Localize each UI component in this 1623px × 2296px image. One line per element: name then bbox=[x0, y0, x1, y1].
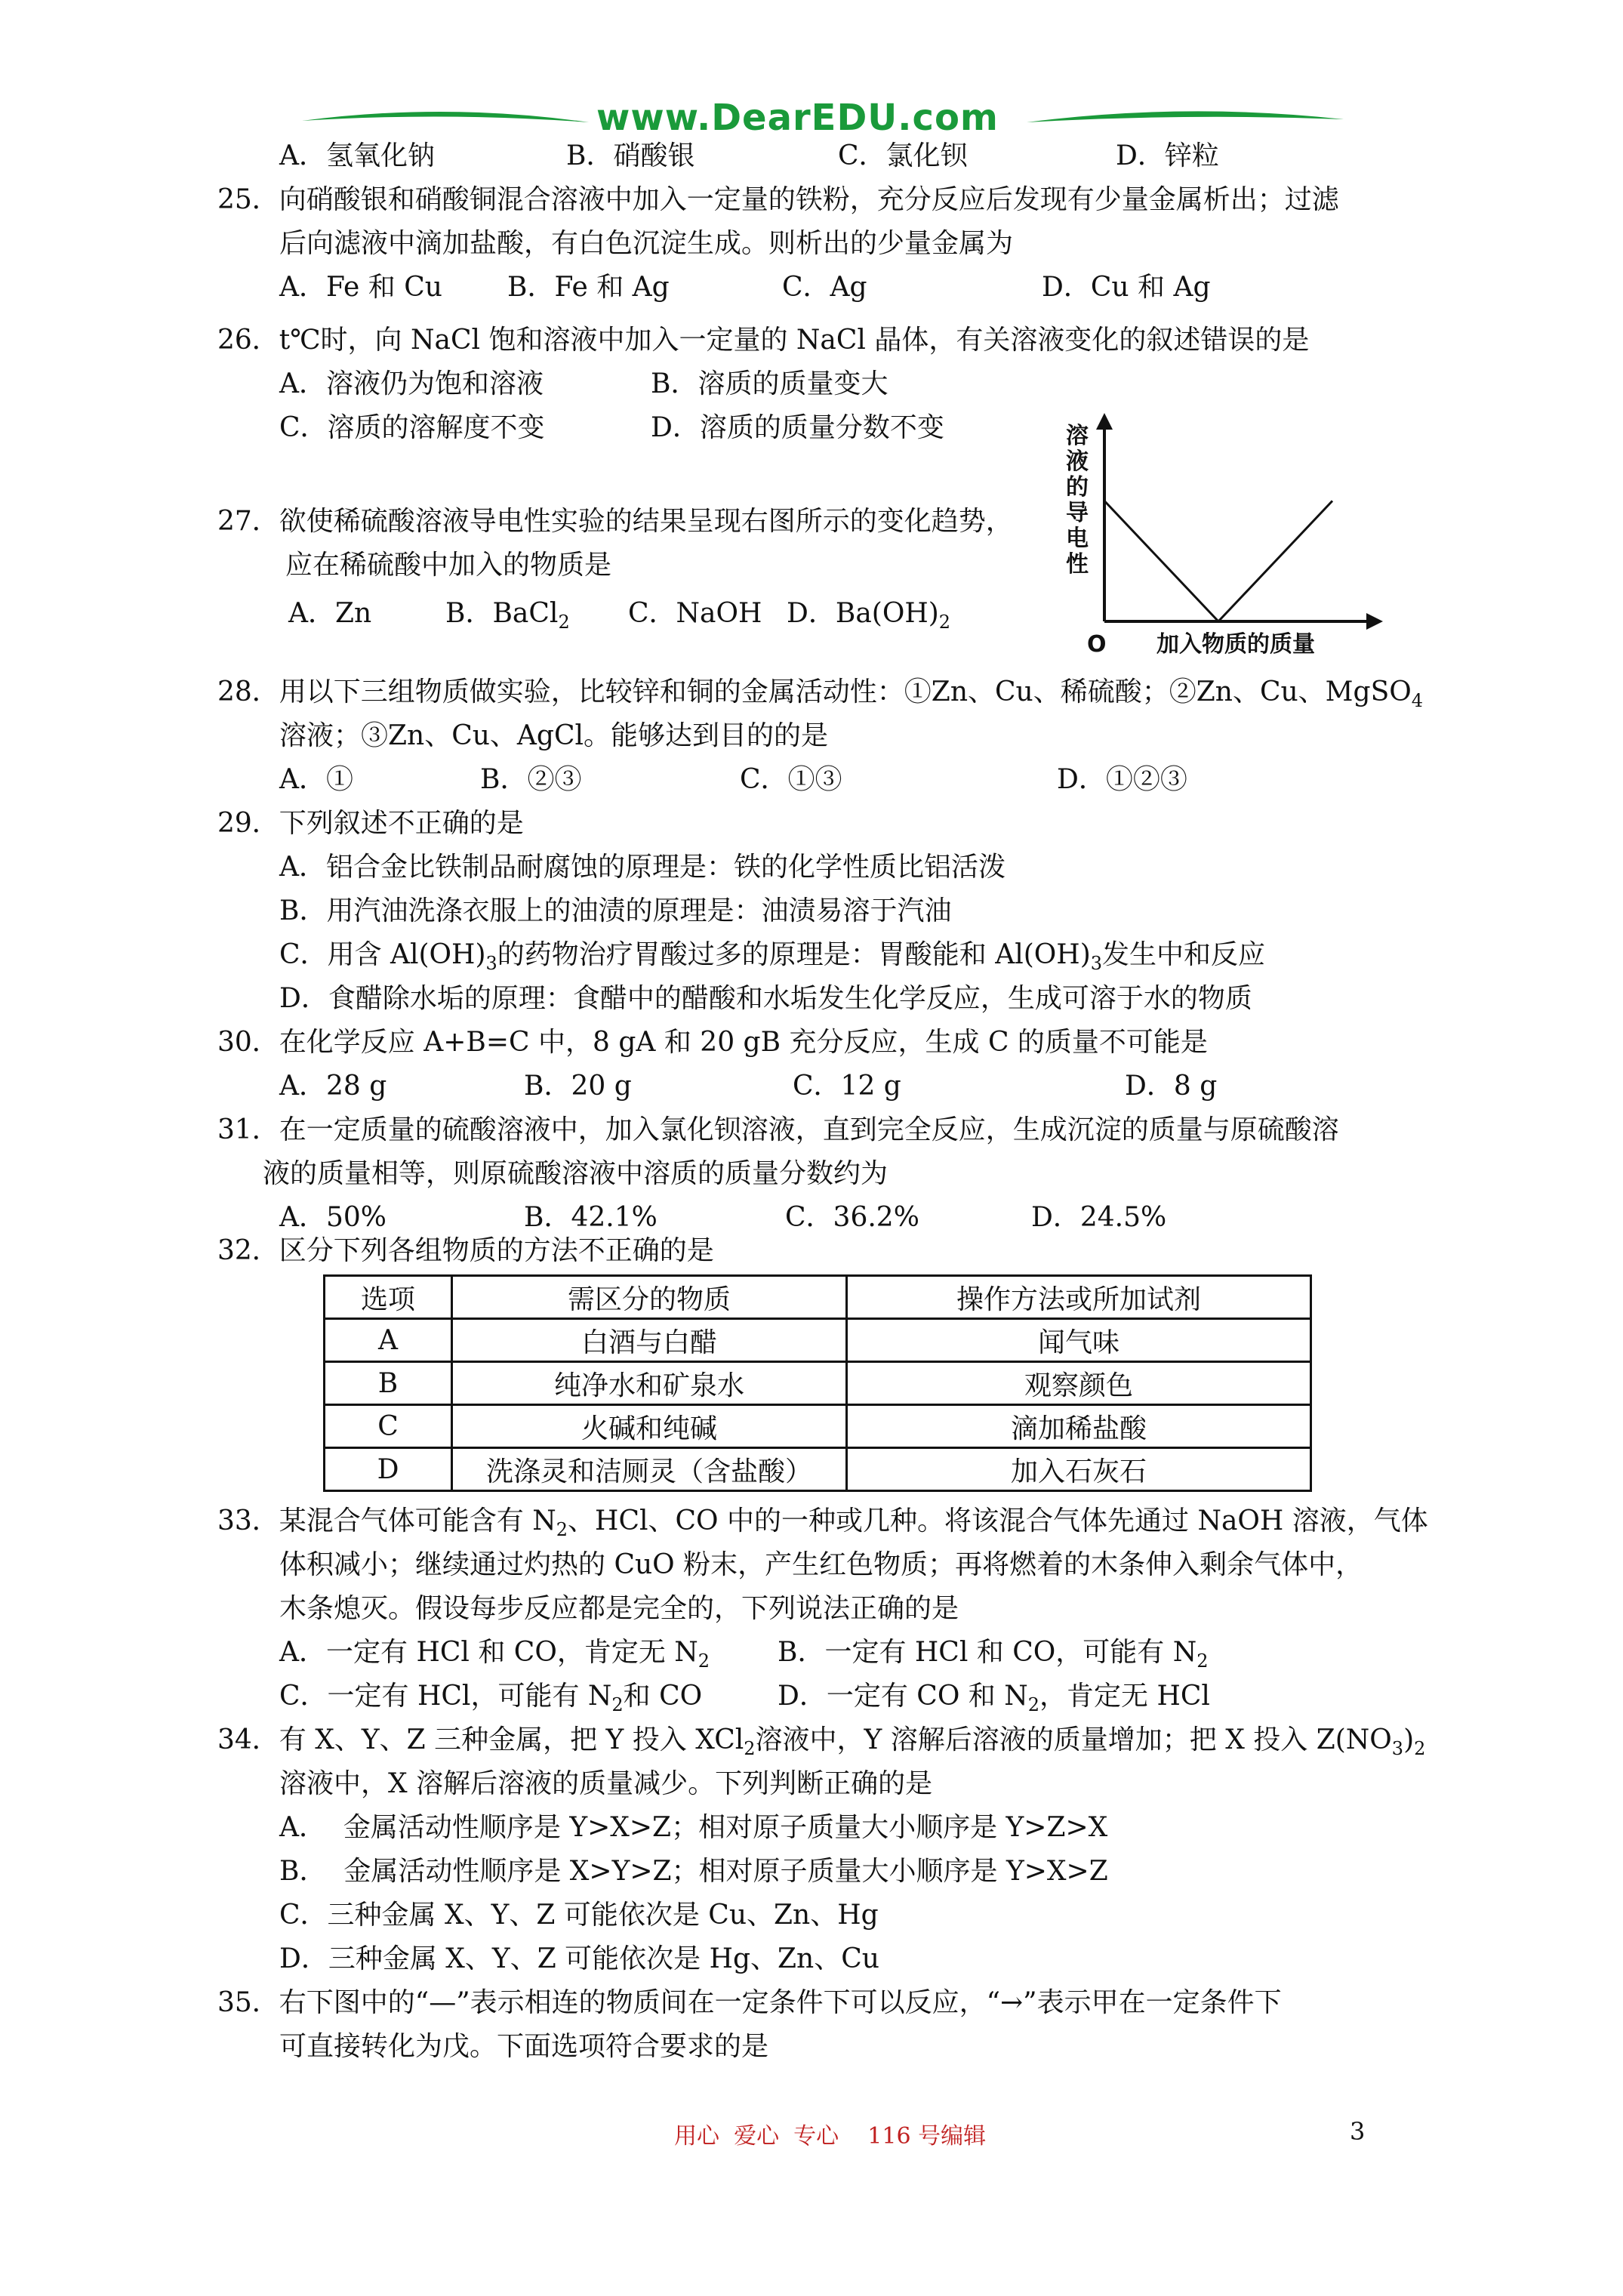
q28-option-b: B．②③ bbox=[480, 764, 582, 795]
q35-stem-line2: 可直接转化为戊。下面选项符合要求的是 bbox=[279, 2031, 769, 2062]
q24-option-b: B．硝酸银 bbox=[566, 140, 695, 171]
q32-stem: 32．区分下列各组物质的方法不正确的是 bbox=[217, 1235, 714, 1266]
q31-stem-line1: 31．在一定质量的硫酸溶液中，加入氯化钡溶液，直到完全反应，生成沉淀的质量与原硫酸溶 bbox=[217, 1114, 1339, 1145]
q26-option-a: A．溶液仍为饱和溶液 bbox=[279, 368, 544, 399]
table-cell: 白酒与白醋 bbox=[452, 1319, 847, 1362]
table-cell: 纯净水和矿泉水 bbox=[452, 1362, 847, 1405]
q33-option-d: D．一定有 CO 和 $N_2$，肯定无 HCl bbox=[778, 1681, 1210, 1715]
q33-stem-line2: 体积减小；继续通过灼热的 CuO 粉末，产生红色物质；再将燃着的木条伸入剩余气体中， bbox=[279, 1549, 1363, 1580]
graph-xlabel: 加入物质的质量 bbox=[1156, 631, 1315, 658]
table-row bbox=[325, 1405, 1311, 1448]
q30-option-d: D．8 g bbox=[1125, 1071, 1218, 1102]
graph-origin: O bbox=[1087, 631, 1107, 658]
table-cell: D bbox=[325, 1448, 452, 1491]
table-cell: A bbox=[325, 1319, 452, 1362]
footer-text: 用心 爱心 专心 116 号编辑 bbox=[674, 2123, 987, 2150]
conductivity-graph bbox=[1057, 411, 1389, 668]
graph-y-arrow bbox=[1096, 413, 1113, 430]
q31-option-d: D．24.5% bbox=[1031, 1202, 1167, 1233]
q34-option-c: C．三种金属 X、Y、Z 可能依次是 Cu、Zn、Hg bbox=[279, 1900, 879, 1931]
q32-table bbox=[323, 1274, 1312, 1492]
q27-option-b: B．BaCl$_2$ bbox=[445, 598, 570, 633]
q27-option-d: D．$Ba(OH)_2$ bbox=[787, 598, 951, 633]
q26-option-d: D．溶质的质量分数不变 bbox=[651, 412, 944, 443]
q30-option-c: C．12 g bbox=[793, 1071, 901, 1102]
table-cell: C bbox=[325, 1405, 452, 1448]
graph-ylabel-char: 液 bbox=[1066, 448, 1089, 475]
table-cell: 滴加稀盐酸 bbox=[847, 1405, 1311, 1448]
q34-stem-line1: 34．有 X、Y、Z 三种金属，把 Y 投入 XCl$_2$溶液中，Y 溶解后溶液的质量增加；把 X 投入 $Z(NO_3)_2$ bbox=[217, 1724, 1426, 1759]
table-cell: 闻气味 bbox=[847, 1319, 1311, 1362]
q33-option-c: C．一定有 HCl，可能有 $N_2$和 CO bbox=[279, 1681, 703, 1715]
q27-stem-line1: 27．欲使稀硫酸溶液导电性实验的结果呈现右图所示的变化趋势， bbox=[217, 506, 1013, 537]
q29-option-b: B．用汽油洗涤衣服上的油渍的原理是：油渍易溶于汽油 bbox=[279, 895, 952, 926]
q26-option-c: C．溶质的溶解度不变 bbox=[279, 412, 545, 443]
q25-stem-line2: 后向滤液中滴加盐酸，有白色沉淀生成。则析出的少量金属为 bbox=[279, 228, 1014, 259]
table-row bbox=[325, 1319, 1311, 1362]
q30-stem: 30．在化学反应 A+B=C 中，8 gA 和 20 gB 充分反应，生成 C 的质量不可能是 bbox=[217, 1027, 1208, 1058]
q25-option-b: B．Fe 和 Ag bbox=[507, 272, 670, 303]
q29-option-c: C．用含 $Al(OH)_3$的药物治疗胃酸过多的原理是：胃酸能和 $Al(OH)_3$发生中和反应 bbox=[279, 939, 1266, 974]
q27-option-c: C．NaOH bbox=[628, 598, 762, 629]
q29-stem: 29．下列叙述不正确的是 bbox=[217, 808, 524, 839]
table-header-cell: 需区分的物质 bbox=[452, 1276, 847, 1319]
graph-ylabel-char: 电 bbox=[1066, 525, 1089, 552]
table-row bbox=[325, 1362, 1311, 1405]
q28-option-c: C．①③ bbox=[740, 764, 842, 795]
graph-ylabel-char: 导 bbox=[1066, 500, 1089, 526]
q33-stem-line1: 33．某混合气体可能含有 $N_2$、HCl、CO 中的一种或几种。将该混合气体先通过 NaOH 溶液，气体 bbox=[217, 1505, 1428, 1540]
table-cell: 加入石灰石 bbox=[847, 1448, 1311, 1491]
q27-option-a: A．Zn bbox=[288, 598, 372, 629]
q24-option-c: C．氯化钡 bbox=[838, 140, 968, 171]
graph-ylabel-char: 性 bbox=[1066, 551, 1089, 578]
q24-option-d: D．锌粒 bbox=[1116, 140, 1219, 171]
table-header-row bbox=[325, 1276, 1311, 1319]
graph-ylabel-char: 的 bbox=[1066, 474, 1089, 501]
table-header-cell: 选项 bbox=[325, 1276, 452, 1319]
table-cell: 火碱和纯碱 bbox=[452, 1405, 847, 1448]
q25-option-c: C．Ag bbox=[782, 272, 867, 303]
q33-stem-line3: 木条熄灭。假设每步反应都是完全的，下列说法正确的是 bbox=[279, 1593, 959, 1624]
q30-option-a: A．28 g bbox=[279, 1071, 387, 1102]
q29-option-a: A．铝合金比铁制品耐腐蚀的原理是：铁的化学性质比铝活泼 bbox=[279, 852, 1006, 883]
table-header-cell: 操作方法或所加试剂 bbox=[847, 1276, 1311, 1319]
header-swoosh-left bbox=[302, 106, 589, 136]
q28-stem-line2: 溶液；③Zn、Cu、AgCl。能够达到目的的是 bbox=[279, 720, 829, 751]
q31-option-c: C．36.2% bbox=[785, 1202, 919, 1233]
header-site-logo: www.DearEDU.com bbox=[596, 97, 999, 139]
q25-option-d: D．Cu 和 Ag bbox=[1042, 272, 1211, 303]
graph-ylabel-char: 溶 bbox=[1066, 423, 1089, 449]
q26-option-b: B．溶质的质量变大 bbox=[651, 368, 888, 399]
q25-stem-line1: 25．向硝酸银和硝酸铜混合溶液中加入一定量的铁粉，充分反应后发现有少量金属析出；过滤 bbox=[217, 184, 1339, 215]
q35-stem-line1: 35．右下图中的“—”表示相连的物质间在一定条件下可以反应，“→”表示甲在一定条件下 bbox=[217, 1987, 1282, 2018]
page-number: 3 bbox=[1350, 2117, 1366, 2146]
q29-option-d: D．食醋除水垢的原理：食醋中的醋酸和水垢发生化学反应，生成可溶于水的物质 bbox=[279, 983, 1252, 1014]
graph-trend-line bbox=[1104, 501, 1332, 621]
q28-stem-line1: 28．用以下三组物质做实验，比较锌和铜的金属活动性：①Zn、Cu、稀硫酸；②Zn、Cu、MgSO$_4$ bbox=[217, 676, 1424, 711]
table-cell: B bbox=[325, 1362, 452, 1405]
table-cell: 洗涤灵和洁厕灵（含盐酸） bbox=[452, 1448, 847, 1491]
q28-option-d: D．①②③ bbox=[1057, 764, 1187, 795]
q31-option-b: B．42.1% bbox=[524, 1202, 658, 1233]
q34-option-b: B． 金属活动性顺序是 X>Y>Z；相对原子质量大小顺序是 Y>X>Z bbox=[279, 1856, 1108, 1887]
header-swoosh-right bbox=[1027, 106, 1344, 136]
q27-stem-line2: 应在稀硫酸中加入的物质是 bbox=[285, 550, 612, 581]
q34-option-d: D．三种金属 X、Y、Z 可能依次是 Hg、Zn、Cu bbox=[279, 1943, 879, 1974]
q33-option-a: A．一定有 HCl 和 CO，肯定无 $N_2$ bbox=[279, 1637, 710, 1672]
q31-option-a: A．50% bbox=[279, 1202, 387, 1233]
table-row bbox=[325, 1448, 1311, 1491]
q28-option-a: A．① bbox=[279, 764, 353, 795]
q34-stem-line2: 溶液中，X 溶解后溶液的质量减少。下列判断正确的是 bbox=[279, 1768, 933, 1799]
q25-option-a: A．Fe 和 Cu bbox=[279, 272, 442, 303]
graph-x-arrow bbox=[1366, 613, 1383, 630]
q30-option-b: B．20 g bbox=[524, 1071, 632, 1102]
q33-option-b: B．一定有 HCl 和 CO，可能有 $N_2$ bbox=[778, 1637, 1209, 1672]
q34-option-a: A． 金属活动性顺序是 Y>X>Z；相对原子质量大小顺序是 Y>Z>X bbox=[279, 1812, 1108, 1843]
q31-stem-line2: 液的质量相等，则原硫酸溶液中溶质的质量分数约为 bbox=[263, 1158, 888, 1189]
q24-option-a: A．氢氧化钠 bbox=[279, 140, 435, 171]
table-cell: 观察颜色 bbox=[847, 1362, 1311, 1405]
graph-ylabel bbox=[1066, 423, 1089, 578]
q26-stem: 26．t℃时，向 NaCl 饱和溶液中加入一定量的 NaCl 晶体，有关溶液变化的叙述错误的是 bbox=[217, 325, 1310, 356]
